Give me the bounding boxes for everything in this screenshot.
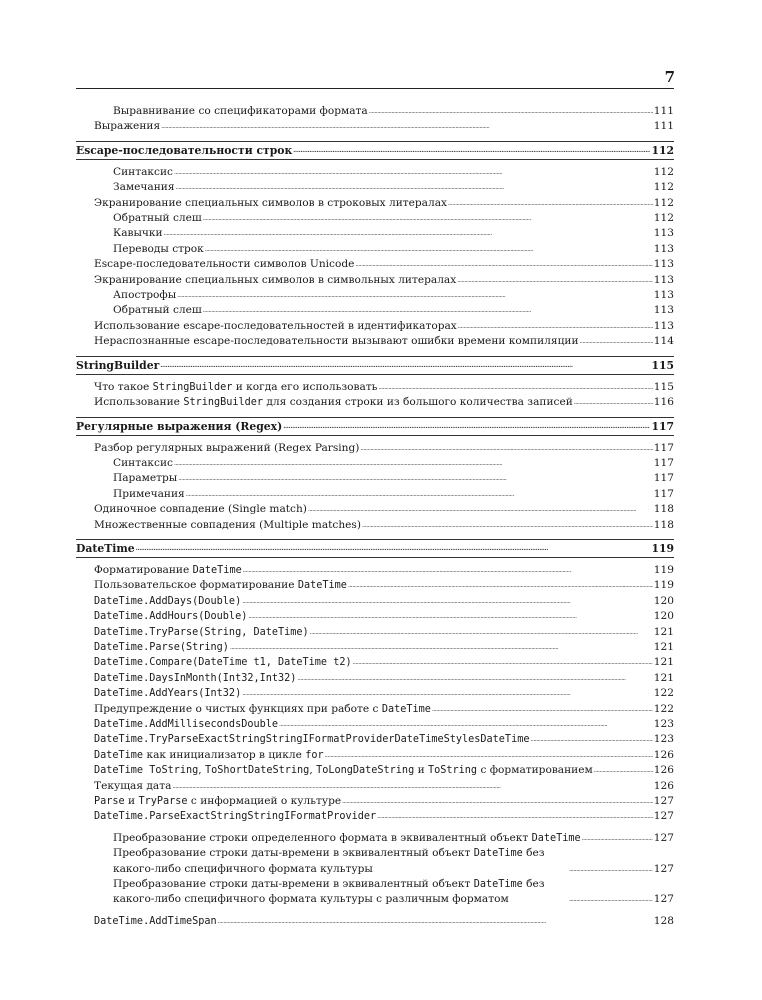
toc-entry[interactable] [76,273,674,288]
toc-entry[interactable] [76,395,674,410]
toc-entry[interactable] [76,242,674,257]
toc-entry[interactable] [76,563,674,578]
toc-leader-dots [569,892,653,907]
toc-page-number: 111 [653,120,674,133]
toc-entry-title: DateTime ToString, ToShortDateString, ToLongDateString и ToString с форматированием [94,764,593,777]
toc-entry-title: Parse и TryParse с информацией о культуре [94,795,342,808]
toc-entry-title: Регулярные выражения (Regex) [76,419,283,433]
toc-page-number: 123 [653,733,674,746]
toc-page-number: 127 [653,795,674,808]
toc-leader-dots [457,273,653,288]
toc-page-number: 121 [653,625,674,638]
toc-page-number: 128 [653,914,674,927]
toc-entry-title: Экранирование специальных символов в символьных литералах [94,273,457,286]
toc-entry[interactable] [76,686,674,701]
toc-entry-title: Escape-последовательности строк [76,143,293,157]
toc-page-number: 127 [653,810,674,823]
toc-entry[interactable] [76,196,674,211]
toc-page-number: 112 [653,212,674,225]
toc-entry[interactable] [76,441,674,456]
toc-entry[interactable] [76,732,674,747]
toc-entry-title: DateTime.AddHours(Double) [94,611,248,623]
toc-page-number: 121 [653,671,674,684]
toc-page-number: 113 [653,289,674,302]
toc-entry-title: DateTime.Compare(DateTime t1, DateTime t2) [94,657,352,669]
toc-page-number: 120 [653,610,674,623]
toc-leader-dots [378,380,652,395]
toc-page-number: 119 [653,579,674,592]
toc-entry[interactable] [76,502,674,517]
toc-entry[interactable] [76,518,674,533]
toc-leader-dots [369,104,653,119]
toc-entry[interactable] [76,609,674,624]
toc-leader-dots [293,142,650,159]
toc-entry-title: Параметры [113,472,178,485]
toc-leader-dots [176,180,653,195]
toc-entry-title: Пользовательское форматирование DateTime [94,579,347,592]
toc-page-number: 117 [653,441,674,454]
toc-leader-dots [297,671,652,686]
toc-page-number: 113 [653,273,674,286]
toc-leader-dots [308,502,653,517]
toc-page-number: 126 [653,779,674,792]
toc-entry[interactable] [76,671,674,686]
toc-entry[interactable] [76,380,674,395]
toc-entry[interactable] [76,877,674,908]
toc-entry[interactable] [76,625,674,640]
toc-leader-dots [178,471,653,486]
toc-entry-title: Преобразование строки определенного формата в эквивалентный объект DateTime [113,831,581,844]
toc-leader-dots [458,319,653,334]
toc-leader-dots [353,655,653,670]
toc-entry[interactable] [76,257,674,272]
toc-entry[interactable] [76,809,674,824]
toc-leader-dots [186,487,653,502]
toc-page-number: 120 [653,594,674,607]
toc-entry[interactable] [76,594,674,609]
toc-leader-dots [432,702,653,717]
toc-page-number: 116 [653,396,674,409]
toc-page-number: 123 [653,718,674,730]
toc-page-number: 117 [653,472,674,485]
toc-leader-dots [574,395,653,410]
toc-page-number: 115 [653,380,674,393]
toc-entry-title: Синтаксис [113,165,173,178]
toc-entry-title: Что такое StringBuilder и когда его использовать [94,380,378,393]
toc-page-number: 117 [653,487,674,500]
toc-leader-dots [161,119,653,134]
toc-leader-dots [342,794,653,809]
toc-page-number: 122 [653,702,674,715]
toc-entry-title: DateTime [76,541,135,555]
toc-entry-title: Использование StringBuilder для создания строки из большого количества записей [94,396,573,409]
toc-entry[interactable] [76,456,674,471]
toc-leader-dots [243,563,653,578]
toc-leader-dots [164,226,653,241]
toc-entry[interactable] [76,779,674,794]
toc-entry-title: DateTime.DaysInMonth(Int32,Int32) [94,672,297,684]
toc-entry[interactable] [76,288,674,303]
toc-page-number: 118 [653,503,674,516]
toc-leader-dots [362,518,653,533]
toc-entry[interactable] [76,180,674,195]
toc-leader-dots [177,288,653,303]
toc-leader-dots [242,686,653,701]
toc-page-number: 127 [653,893,674,906]
toc-entry-title: Замечания [113,181,175,194]
toc-entry[interactable] [76,334,674,349]
toc-leader-dots [360,441,652,456]
toc-entry-title: Выравнивание со спецификаторами формата [113,105,368,117]
toc-entry[interactable] [76,226,674,241]
toc-page-number: 118 [653,518,674,531]
toc-page-number: 112 [653,196,674,209]
toc-entry[interactable] [76,794,674,809]
toc-entry[interactable] [76,748,674,763]
toc-leader-dots [594,763,653,778]
toc-page-number: 113 [653,319,674,332]
toc-entry-title: DateTime.AddTimeSpan [94,915,217,927]
toc-leader-dots [172,779,652,794]
toc-chapter[interactable] [76,417,674,436]
toc-entry-title: DateTime.AddMillisecondsDouble [94,719,279,730]
toc-entry-title: Нераспознанные escape-последовательности вызывают ошибки времени компиляции [94,335,579,348]
toc-entry[interactable] [76,119,674,134]
toc-entry[interactable] [76,319,674,334]
toc-leader-dots [174,456,653,471]
toc-entry-title: Экранирование специальных символов в строковых литералах [94,196,448,209]
toc-page-number: 114 [653,335,674,348]
toc-leader-dots [377,809,653,824]
toc-entry[interactable] [76,578,674,593]
toc-leader-dots [283,418,650,435]
toc-entry-title: StringBuilder [76,358,160,372]
toc-page-number: 119 [653,563,674,576]
header-rule [76,88,674,89]
toc-page-number: 112 [653,165,674,178]
toc-entry[interactable] [76,717,674,732]
toc-page-number: 117 [653,456,674,469]
toc-entry[interactable] [76,655,674,670]
toc-leader-dots [279,717,653,732]
toc-entry-title: DateTime.AddYears(Int32) [94,688,242,700]
toc-leader-dots [203,211,653,226]
toc-leader-dots [325,748,653,763]
toc-entry-title: Кавычки [113,227,163,240]
toc-entry[interactable] [76,303,674,318]
toc-page-number: 112 [653,181,674,194]
toc-entry[interactable] [76,211,674,226]
toc-entry-title: Использование escape-последовательностей в идентификаторах [94,319,457,332]
toc-entry[interactable] [76,914,674,929]
toc-entry-title: DateTime.TryParse(String, DateTime) [94,626,309,638]
toc-leader-dots [310,625,653,640]
toc-entry-title: Обратный слеш [113,212,202,225]
toc-chapter[interactable] [76,141,674,160]
toc-entry-title: Переводы строк [113,242,204,255]
toc-entry-title: Апострофы [113,289,177,302]
table-of-contents [76,104,674,929]
toc-entry-title: Текущая дата [94,779,172,792]
toc-entry-title: Обратный слеш [113,304,202,317]
toc-entry-title: Множественные совпадения (Multiple matches) [94,518,361,531]
toc-entry-title: DateTime.TryParseExactStringStringIFormatProviderDateTimeStylesDateTime [94,734,530,746]
toc-entry-title: DateTime.Parse(String) [94,641,229,653]
toc-chapter[interactable] [76,356,674,375]
toc-entry-title: Преобразование строки даты-времени в эквивалентный объект DateTime без какого-либо специфичного формата культуры с различным форматом [113,878,545,906]
toc-entry[interactable] [76,640,674,655]
toc-entry-title: Escape-последовательности символов Unicode [94,258,355,271]
toc-entry-title: Разбор регулярных выражений (Regex Parsing) [94,441,360,454]
toc-page-number: 121 [653,640,674,653]
toc-leader-dots [582,831,653,846]
toc-entry-title: DateTime как инициализатор в цикле for [94,748,324,761]
toc-entry-title: Одиночное совпадение (Single match) [94,503,307,516]
toc-entry-title: Синтаксис [113,456,173,469]
toc-page-number: 115 [651,358,674,372]
toc-leader-dots [174,165,653,180]
toc-page-number: 121 [653,656,674,669]
toc-entry[interactable] [76,702,674,717]
toc-leader-dots [218,914,653,929]
toc-leader-dots [136,540,651,557]
toc-entry-title: Выражения [94,120,161,133]
toc-entry[interactable] [76,763,674,778]
toc-leader-dots [203,303,653,318]
toc-leader-dots [569,862,653,877]
toc-chapter[interactable] [76,539,674,558]
toc-leader-dots [242,594,653,609]
toc-entry[interactable] [76,471,674,486]
toc-entry[interactable] [76,104,674,119]
toc-leader-dots [205,242,653,257]
toc-entry-title: Примечания [113,487,185,500]
toc-page-number: 113 [653,304,674,317]
toc-page-number: 126 [653,764,674,777]
toc-page-number: 111 [653,105,674,117]
toc-entry[interactable] [76,831,674,846]
toc-entry[interactable] [76,165,674,180]
toc-entry[interactable] [76,487,674,502]
toc-leader-dots [248,609,652,624]
toc-page-number: 122 [653,687,674,700]
toc-entry-title: Преобразование строки даты-времени в эквивалентный объект DateTime без какого-либо специфичного формата культуры [113,847,545,875]
toc-page-number: 113 [653,227,674,240]
toc-page-number: 117 [651,419,674,433]
toc-page-number: 126 [653,748,674,761]
toc-page-number: 127 [653,862,674,875]
toc-leader-dots [355,257,652,272]
toc-page-number: 119 [651,541,674,555]
toc-leader-dots [448,196,653,211]
toc-entry-title: Форматирование DateTime [94,563,242,576]
toc-entry-title: Предупреждение о чистых функциях при работе с DateTime [94,702,431,715]
toc-entry[interactable] [76,846,674,877]
toc-leader-dots [530,732,652,747]
page-number: 7 [664,68,675,86]
toc-page-number: 112 [651,143,674,157]
toc-entry-title: DateTime.ParseExactStringStringIFormatProvider [94,811,377,823]
toc-leader-dots [580,334,653,349]
toc-page-number: 113 [653,242,674,255]
toc-page-number: 113 [653,258,674,271]
toc-page-number: 127 [653,831,674,844]
toc-leader-dots [348,578,653,593]
toc-leader-dots [160,357,650,374]
toc-leader-dots [230,640,653,655]
toc-entry-title: DateTime.AddDays(Double) [94,595,242,607]
